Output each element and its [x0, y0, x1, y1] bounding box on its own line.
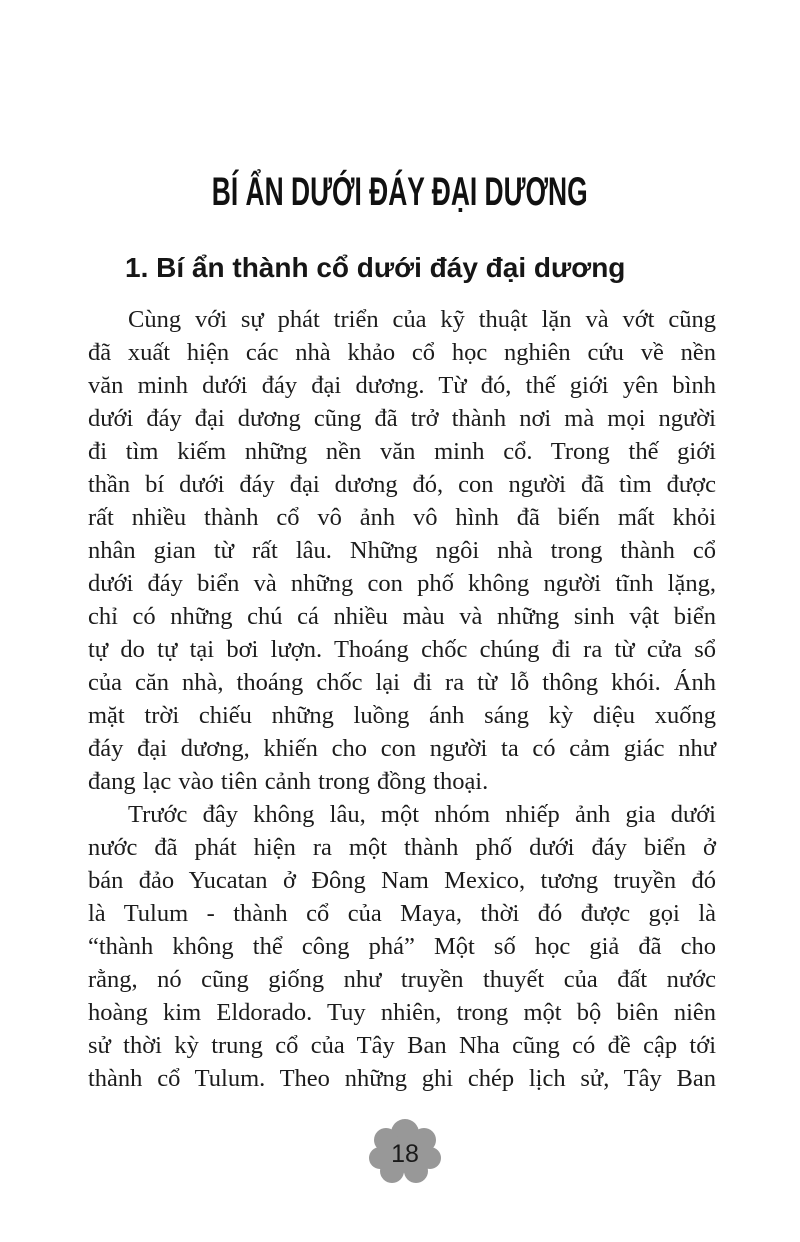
- text-line: Cùng với sự phát triển của kỹ thuật lặn và vớt cũng: [128, 306, 716, 333]
- text-line: chỉ có những chú cá nhiều màu và những sinh vật biển: [88, 603, 716, 630]
- text-line: bán đảo Yucatan ở Đông Nam Mexico, tương truyền đó: [88, 867, 716, 894]
- text-line: dưới đáy biển và những con phố không người tĩnh lặng,: [88, 570, 716, 597]
- chapter-title: BÍ ẨN DƯỚI ĐÁY ĐẠI DƯƠNG: [212, 170, 588, 214]
- text-line: tự do tự tại bơi lượn. Thoáng chốc chúng đi ra từ cửa sổ: [88, 636, 716, 663]
- text-line: thành cổ Tulum. Theo những ghi chép lịch sử, Tây Ban: [88, 1065, 716, 1092]
- text-line: là Tulum - thành cổ của Maya, thời đó được gọi là: [88, 900, 716, 927]
- text-line: rằng, nó cũng giống như truyền thuyết của đất nước: [88, 966, 716, 993]
- text-line: của căn nhà, thoáng chốc lại đi ra từ lỗ thông khói. Ánh: [88, 669, 716, 696]
- text-line: Trước đây không lâu, một nhóm nhiếp ảnh gia dưới: [128, 801, 716, 828]
- page-number: 18: [391, 1140, 419, 1168]
- text-line: sử thời kỳ trung cổ của Tây Ban Nha cũng có đề cập tới: [88, 1032, 716, 1059]
- text-line: văn minh dưới đáy đại dương. Từ đó, thế giới yên bình: [88, 372, 716, 399]
- text-line: đi tìm kiếm những nền văn minh cổ. Trong thế giới: [88, 438, 716, 465]
- text-line: nước đã phát hiện ra một thành phố dưới đáy biển ở: [88, 834, 716, 861]
- text-line: thần bí dưới đáy đại dương đó, con người đã tìm được: [88, 471, 716, 498]
- section-heading: 1. Bí ẩn thành cổ dưới đáy đại dương: [125, 252, 626, 283]
- text-line: đáy đại dương, khiến cho con người ta có cảm giác như: [88, 735, 716, 762]
- chapter-title-wrap: [0, 170, 800, 214]
- body-text: [88, 303, 716, 1095]
- page-number-badge: [366, 1118, 444, 1188]
- text-line: rất nhiều thành cổ vô ảnh vô hình đã biến mất khỏi: [88, 504, 716, 531]
- text-line: nhân gian từ rất lâu. Những ngôi nhà trong thành cổ: [88, 537, 716, 564]
- text-line: “thành không thể công phá” Một số học giả đã cho: [88, 933, 716, 960]
- text-line: đã xuất hiện các nhà khảo cổ học nghiên cứu về nền: [88, 339, 716, 366]
- text-line: mặt trời chiếu những luồng ánh sáng kỳ diệu xuống: [88, 702, 716, 729]
- text-line: đang lạc vào tiên cảnh trong đồng thoại.: [88, 768, 489, 795]
- text-line: dưới đáy đại dương cũng đã trở thành nơi mà mọi người: [88, 405, 716, 432]
- text-line: hoàng kim Eldorado. Tuy nhiên, trong một bộ biên niên: [88, 999, 716, 1026]
